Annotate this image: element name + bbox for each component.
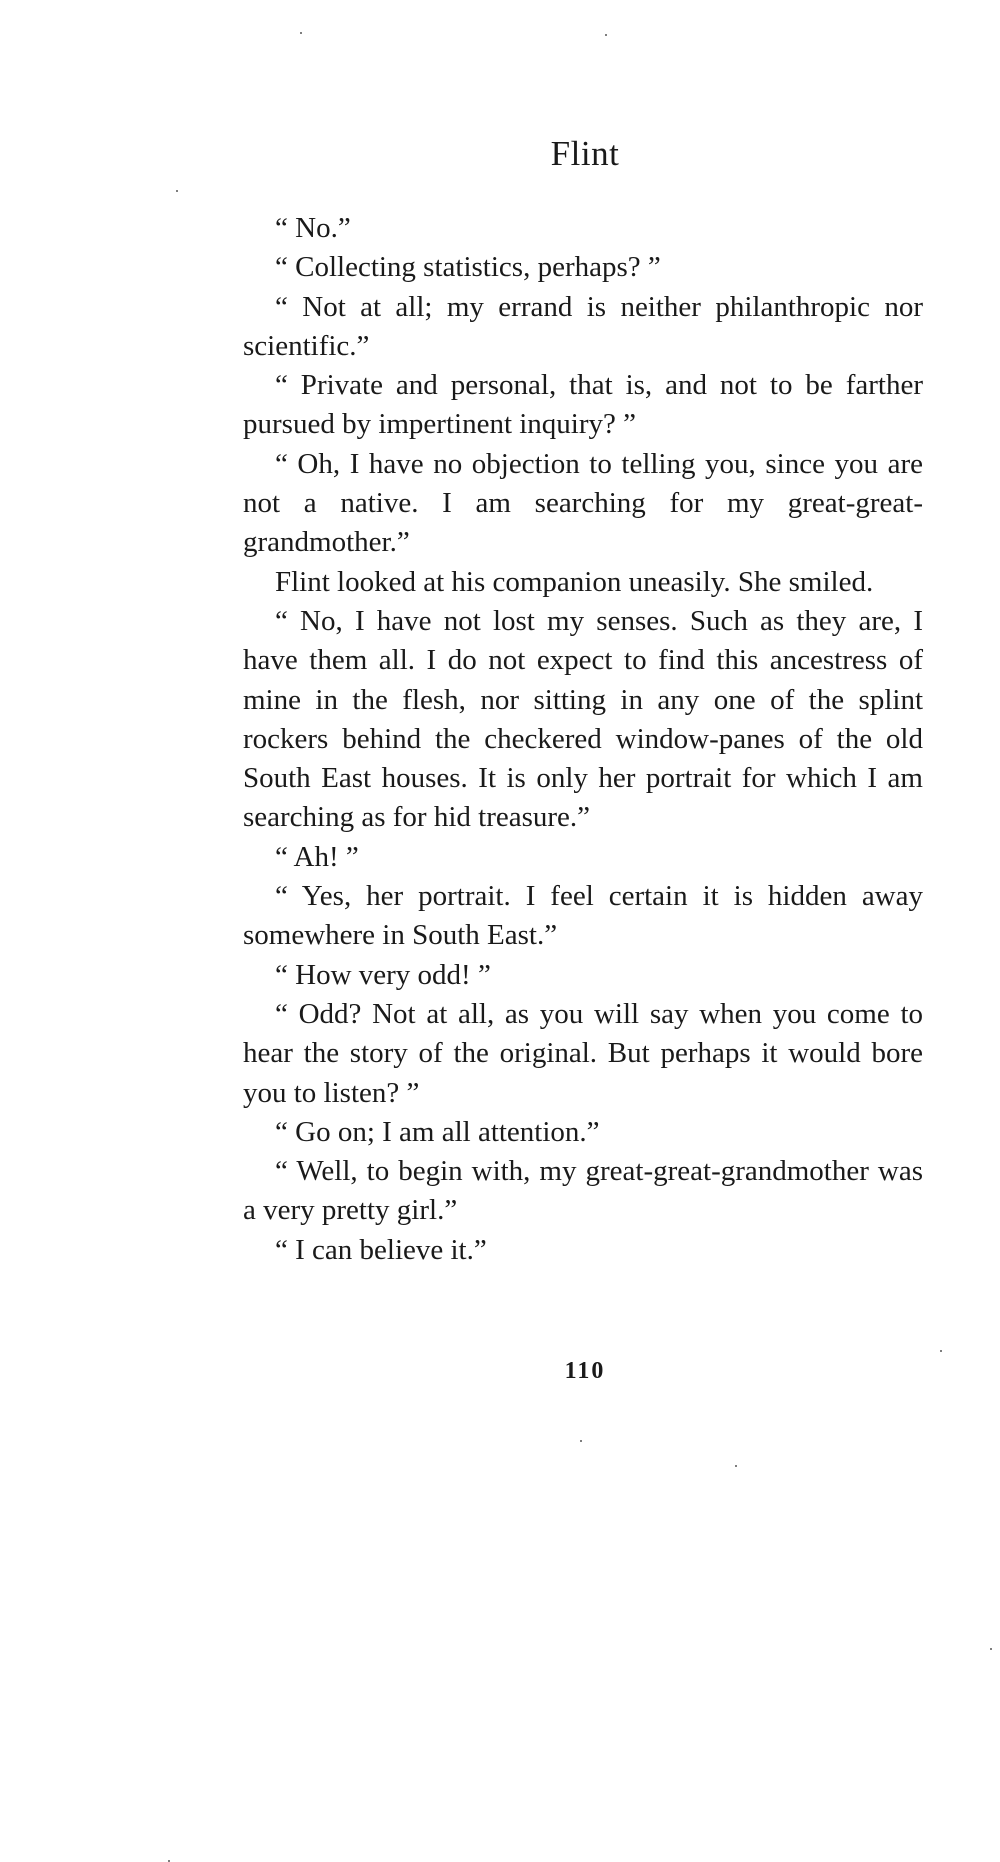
paragraph: “ Well, to begin with, my great-great-grandmother was a very pretty girl.” [243,1155,923,1227]
scan-speck [990,1648,992,1650]
scan-speck [605,34,607,36]
body-text [243,209,923,1270]
paragraph: “ Collecting statistics, perhaps? ” [275,251,661,284]
paragraph: “ Yes, her portrait. I feel certain it is hidden away somewhere in South East.” [243,880,923,952]
paragraph: “ Ah! ” [275,840,359,873]
paragraph: “ No, I have not lost my senses. Such as they are, I have them all. I do not expect to find this ancestress of mine in the flesh, nor sitting in any one of the splint rockers behind the checkered window-panes of the old South East houses. It is only her portrait for which I am searching as for hid treasure.” [243,604,923,834]
running-title: Flint [550,134,620,173]
scan-speck [940,1350,942,1352]
paragraph: “ Not at all; my errand is neither philanthropic nor scientific.” [243,290,923,362]
paragraph: Flint looked at his companion uneasily. She smiled. [275,565,874,598]
paragraph: “ Go on; I am all attention.” [275,1115,600,1148]
scan-speck [300,32,302,34]
paragraph: “ How very odd! ” [275,958,491,991]
paragraph: “ No.” [275,212,351,244]
scan-speck [735,1465,737,1467]
paragraph: “ Private and personal, that is, and not to be farther pursued by impertinent inquiry? ” [243,369,923,441]
paragraph: “ I can believe it.” [275,1233,487,1266]
scan-speck [176,190,178,192]
page-number: 110 [564,1358,606,1384]
scan-speck [580,1440,582,1442]
paragraph: “ Oh, I have no objection to telling you, since you are not a native. I am searching for my great-great-grandmother.” [243,447,923,559]
paragraph: “ Odd? Not at all, as you will say when you come to hear the story of the original. But perhaps it would bore you to listen? ” [243,997,923,1109]
